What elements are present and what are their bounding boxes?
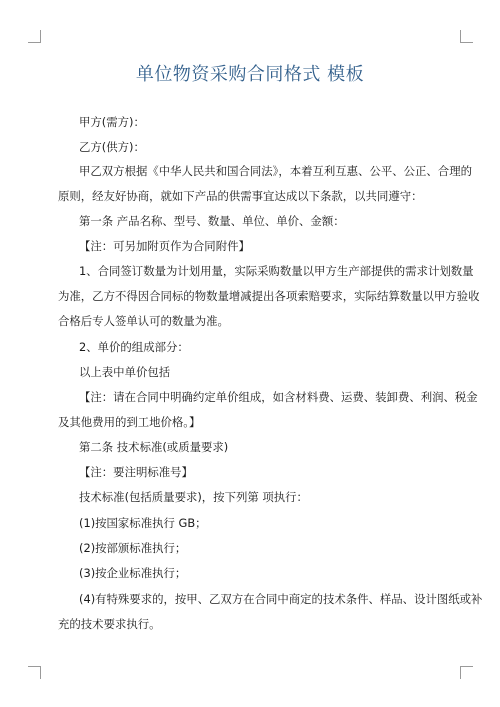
note-price-line-1: 【注：请在合同中明确约定单价组成，如含材料费、运费、装卸费、利润、税金 bbox=[79, 390, 478, 404]
note-attachment: 【注：可另加附页作为合同附件】 bbox=[79, 239, 250, 253]
preamble-line-2: 原则，经友好协商，就如下产品的供需事宜达成以下条款，以共同遵守： bbox=[58, 189, 423, 203]
crop-mark-top-left bbox=[28, 30, 41, 43]
crop-mark-bottom-left bbox=[28, 666, 41, 679]
standard-option-3: (3)按企业标准执行； bbox=[79, 566, 187, 580]
standard-option-2: (2)按部颁标准执行； bbox=[79, 541, 187, 555]
technical-standard-line: 技术标准(包括质量要求)，按下列第 项执行： bbox=[79, 490, 308, 504]
standard-option-1: (1)按国家标准执行 GB； bbox=[79, 516, 207, 530]
clause-1-line-1: 1、合同签订数量为计划用量，实际采购数量以甲方生产部提供的需求计划数量 bbox=[79, 264, 474, 278]
article-2-heading: 第二条 技术标准(或质量要求) bbox=[79, 440, 229, 454]
preamble-line-1: 甲乙双方根据《中华人民共和国合同法》，本着互利互惠、公平、公正、合理的 bbox=[79, 164, 472, 178]
article-1-heading: 第一条 产品名称、型号、数量、单位、单价、金额： bbox=[79, 214, 345, 228]
document-title: 单位物资采购合同格式 模板 bbox=[135, 64, 365, 85]
party-a-line: 甲方(需方)： bbox=[79, 115, 145, 129]
standard-option-4-line-2: 充的技术要求执行。 bbox=[58, 617, 161, 631]
standard-option-4-line-1: (4)有特殊要求的，按甲、乙双方在合同中商定的技术条件、样品、设计图纸或补 bbox=[79, 592, 483, 606]
crop-mark-top-right bbox=[460, 30, 473, 43]
note-price-line-2: 及其他费用的到工地价格。】 bbox=[58, 415, 201, 429]
note-standard-number: 【注：要注明标准号】 bbox=[79, 465, 193, 479]
clause-1-line-2: 为准，乙方不得因合同标的物数量增减提出各项索赔要求，实际结算数量以甲方验收 bbox=[58, 289, 480, 303]
party-b-line: 乙方(供方)： bbox=[79, 140, 145, 154]
unit-price-includes: 以上表中单价包括 bbox=[79, 365, 171, 379]
crop-mark-bottom-right bbox=[460, 666, 473, 679]
clause-2-heading: 2、单价的组成部分： bbox=[79, 340, 189, 354]
clause-1-line-3: 合格后专人签单认可的数量为准。 bbox=[58, 314, 229, 328]
